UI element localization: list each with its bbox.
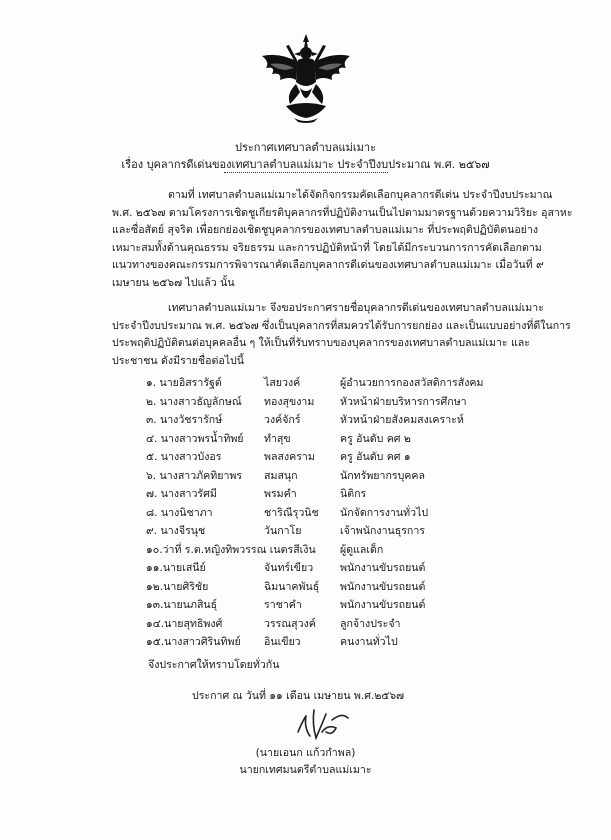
staff-surname: ชาริณีรุวนิช (264, 506, 319, 519)
staff-name: ๑๕.นางสาวศิรินทิพย์ (146, 636, 241, 648)
staff-surname: ไสยวงค์ (264, 377, 301, 389)
list-item (146, 467, 586, 486)
staff-name: ๑๒.นายศิริชัย (146, 580, 209, 593)
list-item (146, 504, 586, 523)
list-item (146, 633, 586, 652)
staff-position: คนงานทั่วไป (340, 636, 398, 648)
staff-name: ๗. นางสาวรัศมี (146, 488, 217, 500)
staff-position: พนักงานขับรถยนต์ (340, 580, 426, 593)
announcement-date: ประกาศ ณ วันที่ ๑๑ เดือน เมษายน พ.ศ.๒๕๖๗ (192, 690, 405, 702)
list-item (146, 430, 586, 449)
staff-position: พนักงานขับรถยนต์ (340, 599, 426, 611)
staff-position: ผู้ดูแลเด็ก (340, 543, 384, 556)
staff-name: ๓. นางวัชรารักษ์ (146, 414, 223, 426)
staff-position: เจ้าพนักงานธุรการ (340, 525, 425, 537)
staff-position: ลูกจ้างประจำ (340, 617, 401, 630)
staff-surname: ทำสุข (264, 432, 291, 445)
staff-position: หัวหน้าฝ่ายบริหารการศึกษา (340, 395, 467, 408)
paragraph-line: เทศบาลตำบลแม่เมาะ จึงขอประกาศรายชื่อบุคลากรดีเด่นของเทศบาลตำบลแม่เมาะ (168, 302, 544, 314)
paragraph-line: เมษายน ๒๕๖๗ ไปแล้ว นั้น (112, 276, 235, 289)
list-item (146, 485, 586, 504)
paragraph-line: เหมาะสมทั้งด้านคุณธรรม จริยธรรม และการปฏิบัติหน้าที่ โดยได้มีกระบวนการการคัดเลือกตาม (112, 241, 542, 254)
list-item (146, 596, 586, 615)
staff-surname: พลสงคราม (264, 451, 315, 463)
staff-name: ๖. นางสาวภัคทิยาพร (146, 469, 243, 482)
staff-name: ๕. นางสาวบังอร (146, 451, 222, 463)
staff-name: ๑๐.ว่าที่ ร.ต.หญิงทิพวรรณ เนตรสีเงิน (146, 543, 316, 556)
list-item (146, 559, 586, 578)
announcement-subject: เรื่อง บุคลากรดีเด่นของเทศบาลตำบลแม่เมาะ ประจำปีงบประมาณ พ.ศ. ๒๕๖๗ (121, 158, 490, 171)
paragraph-line: แนวทางของคณะกรรมการพิจารณาคัดเลือกบุคลากรดีเด่นของเทศบาลตำบลแม่เมาะ เมื่อวันที่ ๙ (112, 259, 544, 271)
staff-surname: สมสนุก (264, 469, 298, 482)
list-item (146, 393, 586, 412)
list-item (146, 541, 586, 560)
staff-name: ๘. นางนิชาภา (146, 506, 213, 519)
signatory-name: (นายเอนก แก้วกำพล) (255, 747, 356, 759)
staff-surname: ราชาคำ (264, 599, 302, 611)
staff-position: ผู้อำนวยการกองสวัสดิการสังคม (340, 377, 484, 389)
staff-surname: วรรณสุวงค์ (264, 617, 316, 630)
staff-surname: จันทร์เขียว (264, 562, 314, 574)
paragraph-line: ประชาชน ดังมีรายชื่อต่อไปนี้ (112, 354, 245, 367)
list-item (146, 411, 586, 430)
staff-surname: พรมคำ (264, 488, 297, 500)
paragraph-line: พ.ศ. ๒๕๖๗ ตามโครงการเชิดชูเกียรติบุคลากรที่ปฏิบัติงานเป็นไปตามมาตรฐานด้วยความวิริยะ อุสาหะ (112, 206, 573, 219)
staff-name: ๑๔.นายสุทธิพงศ์ (146, 617, 223, 630)
header-divider (224, 172, 388, 173)
body-paragraph-1 (112, 187, 574, 292)
staff-position: นักจัดการงานทั่วไป (340, 506, 429, 519)
list-item (146, 615, 586, 634)
staff-position: ครู อันดับ คศ ๒ (340, 432, 411, 445)
staff-surname: ทองสุขงาม (264, 395, 315, 408)
staff-name: ๙. นางจีรนุช (146, 525, 206, 537)
handwritten-signature-icon (292, 702, 352, 748)
staff-position: หัวหน้าฝ่ายสังคมสงเคราะห์ (340, 414, 464, 426)
list-item (146, 578, 586, 597)
staff-name: ๔. นางสาวพรน้ำทิพย์ (146, 432, 244, 445)
staff-position: นักทรัพยากรบุคคล (340, 469, 425, 482)
garuda-emblem-icon (256, 32, 356, 124)
list-item (146, 522, 586, 541)
staff-name: ๒. นางสาวธัญลักษณ์ (146, 395, 242, 408)
staff-position: พนักงานขับรถยนต์ (340, 562, 426, 574)
signatory-title: นายกเทศมนตรีตำบลแม่เมาะ (239, 764, 372, 776)
staff-list (146, 374, 586, 652)
paragraph-line: ประจำปีงบประมาณ พ.ศ. ๒๕๖๗ ซึ่งเป็นบุคลากรที่สมควรได้รับการยกย่อง และเป็นแบบอย่างที่ดีในการ (112, 319, 571, 332)
paragraph-line: ตามที่ เทศบาลตำบลแม่เมาะได้จัดกิจกรรมคัดเลือกบุคลากรดีเด่น ประจำปีงบประมาณ (168, 189, 553, 201)
staff-name: ๑๓.นายนภสินธุ์ (146, 599, 218, 611)
staff-surname: วงค์จักร์ (264, 414, 301, 426)
closing-statement: จึงประกาศให้ทราบโดยทั่วกัน (148, 659, 280, 671)
staff-name: ๑๑.นายเสนีย์ (146, 562, 206, 574)
list-item (146, 448, 586, 467)
staff-surname: อินเขียว (264, 636, 301, 648)
staff-name: ๑. นายอิสรารัฐต์ (146, 377, 222, 389)
staff-surname: วันกาโย (264, 525, 302, 537)
paragraph-line: และซื่อสัตย์ สุจริต เพื่อยกย่องเชิดชูบุคลากรของเทศบาลตำบลแม่เมาะ ที่ประพฤติปฏิบัติตนอย่าง (112, 224, 539, 236)
staff-position: ครู อันดับ คศ ๑ (340, 451, 411, 463)
staff-surname: ฉิมนาคพันธุ์ (264, 580, 320, 593)
list-item (146, 374, 586, 393)
body-paragraph-2 (112, 300, 574, 370)
staff-position: นิติกร (340, 488, 367, 500)
paragraph-line: ประพฤติปฏิบัติตนต่อบุคคลอื่น ๆ ให้เป็นที่รับทราบของบุคลากรของเทศบาลตำบลแม่เมาะ และ (112, 337, 530, 349)
announcement-org-title: ประกาศเทศบาลตำบลแม่เมาะ (235, 141, 376, 154)
